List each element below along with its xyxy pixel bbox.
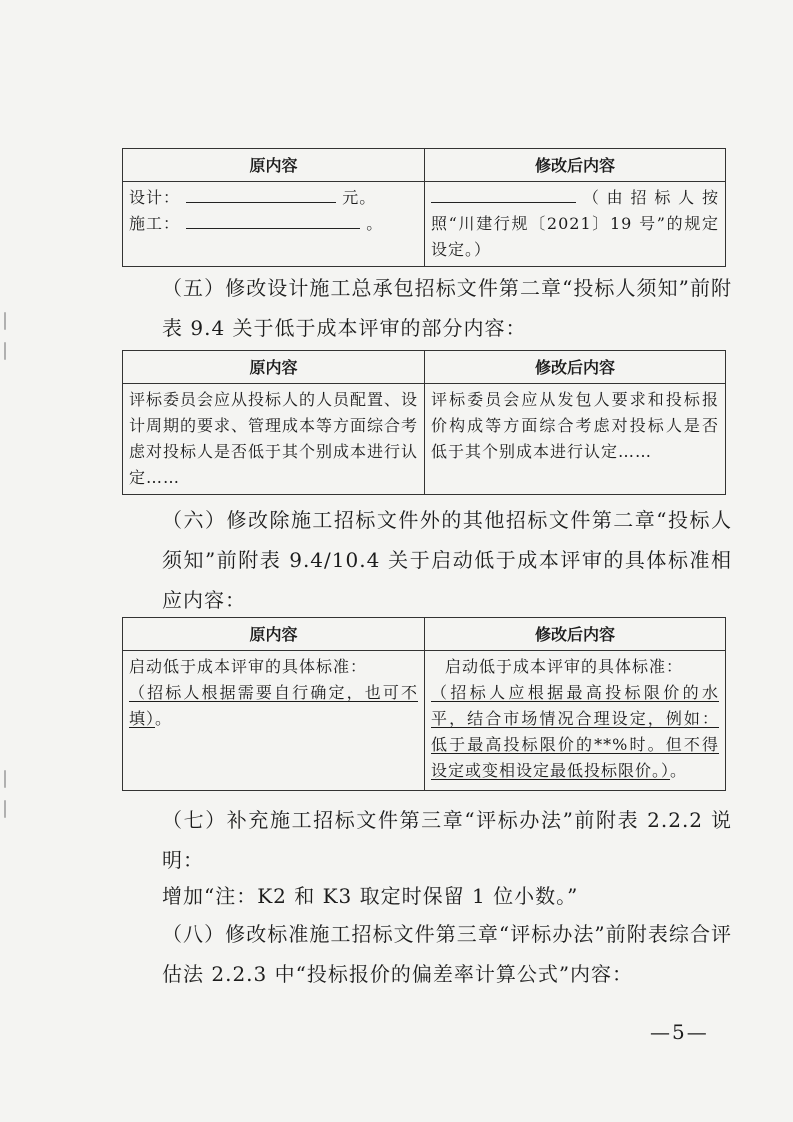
paragraph-5: [122, 268, 732, 348]
paragraph-7-text: （七）补充施工招标文件第三章“评标办法”前附表 2.2.2 说明：: [162, 808, 732, 872]
table1-header-original: 原内容: [123, 149, 425, 182]
original-standard-label: 启动低于成本评审的具体标准：: [129, 657, 368, 676]
construction-label: 施工：: [129, 214, 181, 233]
table2-modified-text: 评标委员会应从发包人要求和投标报价构成等方面综合考虑对投标人是否低于其个别成本进行认定……: [431, 390, 719, 461]
construction-line: [129, 211, 418, 237]
margin-mark: [4, 770, 6, 788]
table3-header-modified: 修改后内容: [425, 618, 726, 651]
table1-header-modified: 修改后内容: [425, 149, 726, 182]
margin-mark: [4, 800, 6, 818]
modified-blank: [431, 186, 576, 203]
table2-header-modified: 修改后内容: [425, 351, 726, 384]
paragraph-6-text: （六）修改除施工招标文件外的其他招标文件第二章“投标人须知”前附表 9.4/10.4 关于启动低于成本评审的具体标准相应内容：: [162, 508, 732, 612]
table2-header-original: 原内容: [123, 351, 425, 384]
table3-original-cell: [123, 651, 425, 791]
design-line: [129, 185, 418, 211]
modified-end: 。: [670, 761, 688, 780]
table3-original-text: [129, 654, 418, 732]
paragraph-7-addition: [122, 876, 732, 916]
modified-note: （由招标人按照“川建行规〔2021〕19 号”的规定设定。）: [431, 188, 719, 259]
construction-blank: [186, 212, 360, 229]
paragraph-8-text: （八）修改标准施工招标文件第三章“评标办法”前附表综合评估法 2.2.3 中“投标报价的偏差率计算公式”内容：: [162, 922, 732, 986]
paragraph-5-text: （五）修改设计施工总承包招标文件第二章“投标人须知”前附表 9.4 关于低于成本评审的部分内容：: [162, 276, 732, 340]
original-end: 。: [155, 709, 173, 728]
modified-standard-label: 启动低于成本评审的具体标准：: [445, 657, 684, 676]
paragraph-7: [122, 800, 732, 880]
design-label: 设计：: [129, 188, 181, 207]
table3-modified-cell: [425, 651, 726, 791]
table3-modified-text: [431, 654, 719, 784]
table2-modified-cell: [425, 384, 726, 495]
design-suffix: 元。: [342, 188, 377, 207]
comparison-table-2: [122, 350, 726, 495]
table2-original-cell: [123, 384, 425, 495]
modified-standard-note: （招标人应根据最高投标限价的水平，结合市场情况合理设定，例如：低于最高投标限价的**%时。但不得设定或变相设定最低投标限价。）: [431, 683, 719, 780]
comparison-table-3: [122, 617, 726, 791]
paragraph-6: [122, 500, 732, 620]
comparison-table-1: [122, 148, 726, 267]
table1-original-cell: [123, 182, 425, 267]
construction-suffix: 。: [366, 214, 384, 233]
table3-header-original: 原内容: [123, 618, 425, 651]
original-standard-note: （招标人根据需要自行确定，也可不填）: [129, 683, 418, 728]
paragraph-8: [122, 914, 732, 994]
design-blank: [186, 186, 336, 203]
page-number: —5—: [650, 1020, 709, 1044]
margin-mark: [4, 312, 6, 330]
table2-original-text: 评标委员会应从投标人的人员配置、设计周期的要求、管理成本等方面综合考虑对投标人是否低于其个别成本进行认定……: [129, 390, 419, 487]
table1-modified-cell: [425, 182, 726, 267]
modified-text: [431, 185, 719, 263]
margin-mark: [4, 342, 6, 360]
paragraph-7-addition-text: 增加“注：K2 和 K3 取定时保留 1 位小数。”: [162, 884, 579, 908]
